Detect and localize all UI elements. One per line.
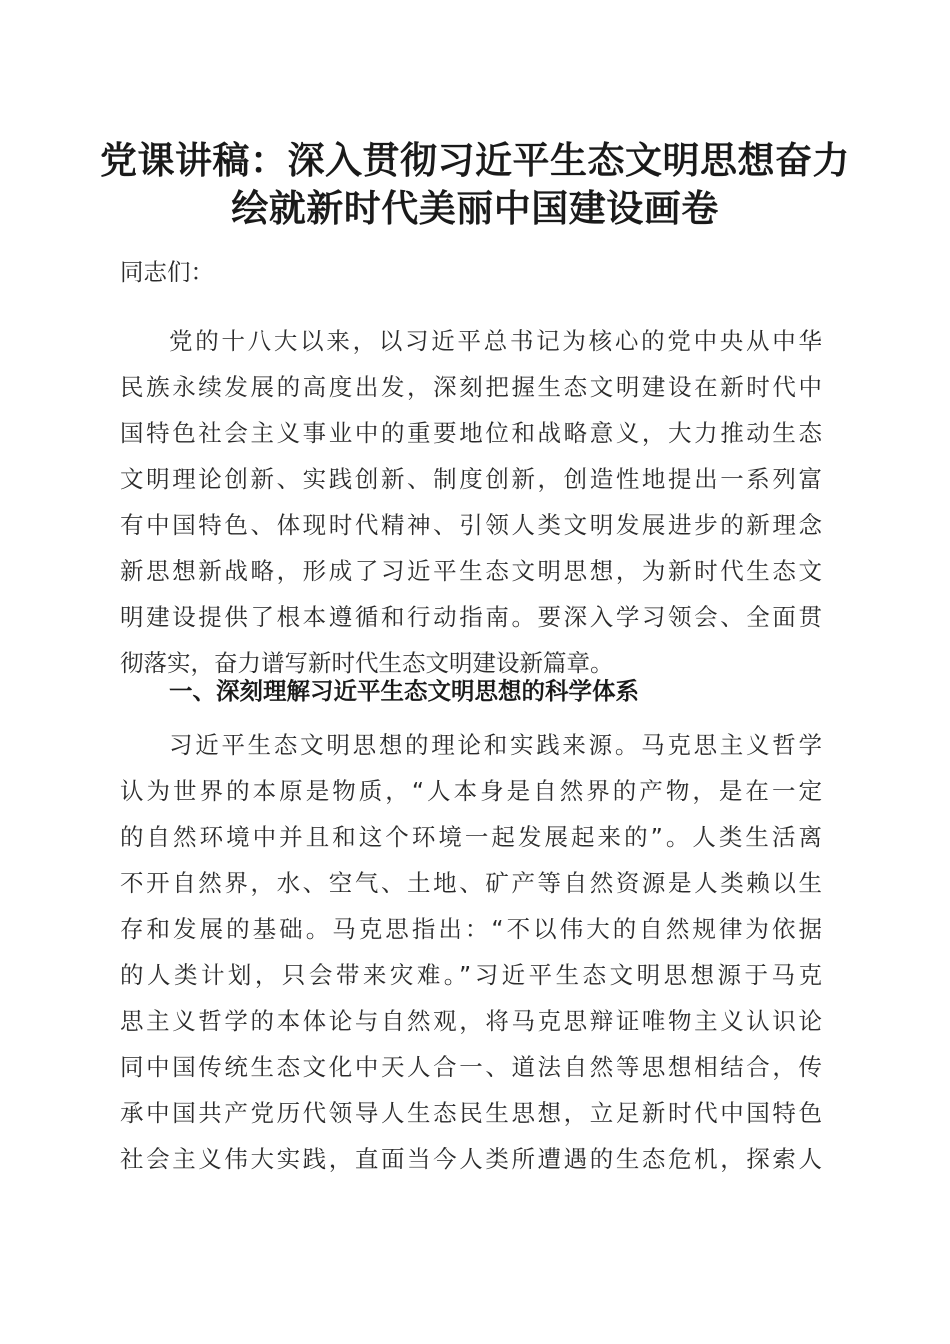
paragraph-line: 思主义哲学的本体论与自然观，将马克思辩证唯物主义认识论	[120, 1007, 822, 1035]
paragraph-line: 有中国特色、体现时代精神、引领人类文明发展进步的新理念	[120, 511, 822, 539]
paragraph-line: 同中国传统生态文化中天人合一、道法自然等思想相结合，传	[120, 1053, 822, 1081]
paragraph-line: 的自然环境中并且和这个环境一起发展起来的”。人类生活离	[120, 823, 822, 851]
title-line-1: 党课讲稿：深入贯彻习近平生态文明思想奋力	[100, 138, 850, 182]
paragraph-line: 党的十八大以来，以习近平总书记为核心的党中央从中华	[169, 327, 822, 355]
paragraph-line: 彻落实，奋力谱写新时代生态文明建设新篇章。	[120, 649, 614, 677]
paragraph-intro	[120, 318, 822, 686]
paragraph-line: 国特色社会主义事业中的重要地位和战略意义，大力推动生态	[120, 419, 822, 447]
document-title	[100, 136, 850, 232]
paragraph-line: 承中国共产党历代领导人生态民生思想，立足新时代中国特色	[120, 1099, 822, 1127]
paragraph-line: 认为世界的本原是物质，“人本身是自然界的产物，是在一定	[120, 777, 822, 805]
paragraph-line: 社会主义伟大实践，直面当今人类所遭遇的生态危机，探索人	[120, 1145, 822, 1173]
paragraph-line: 文明理论创新、实践创新、制度创新，创造性地提出一系列富	[120, 465, 822, 493]
paragraph-line: 明建设提供了根本遵循和行动指南。要深入学习领会、全面贯	[120, 603, 822, 631]
paragraph-line: 习近平生态文明思想的理论和实践来源。马克思主义哲学	[169, 731, 822, 759]
paragraph-section1	[120, 722, 822, 1182]
paragraph-line: 的人类计划，只会带来灾难。”习近平生态文明思想源于马克	[120, 961, 822, 989]
paragraph-line: 存和发展的基础。马克思指出：“不以伟大的自然规律为依据	[120, 915, 822, 943]
paragraph-line: 民族永续发展的高度出发，深刻把握生态文明建设在新时代中	[120, 373, 822, 401]
paragraph-line: 新思想新战略，形成了习近平生态文明思想，为新时代生态文	[120, 557, 822, 585]
paragraph-line: 不开自然界，水、空气、土地、矿产等自然资源是人类赖以生	[120, 869, 822, 897]
title-line-2: 绘就新时代美丽中国建设画卷	[231, 186, 719, 230]
salutation: 同志们：	[120, 258, 214, 286]
section-heading-1: 一、深刻理解习近平生态文明思想的科学体系	[169, 677, 639, 705]
